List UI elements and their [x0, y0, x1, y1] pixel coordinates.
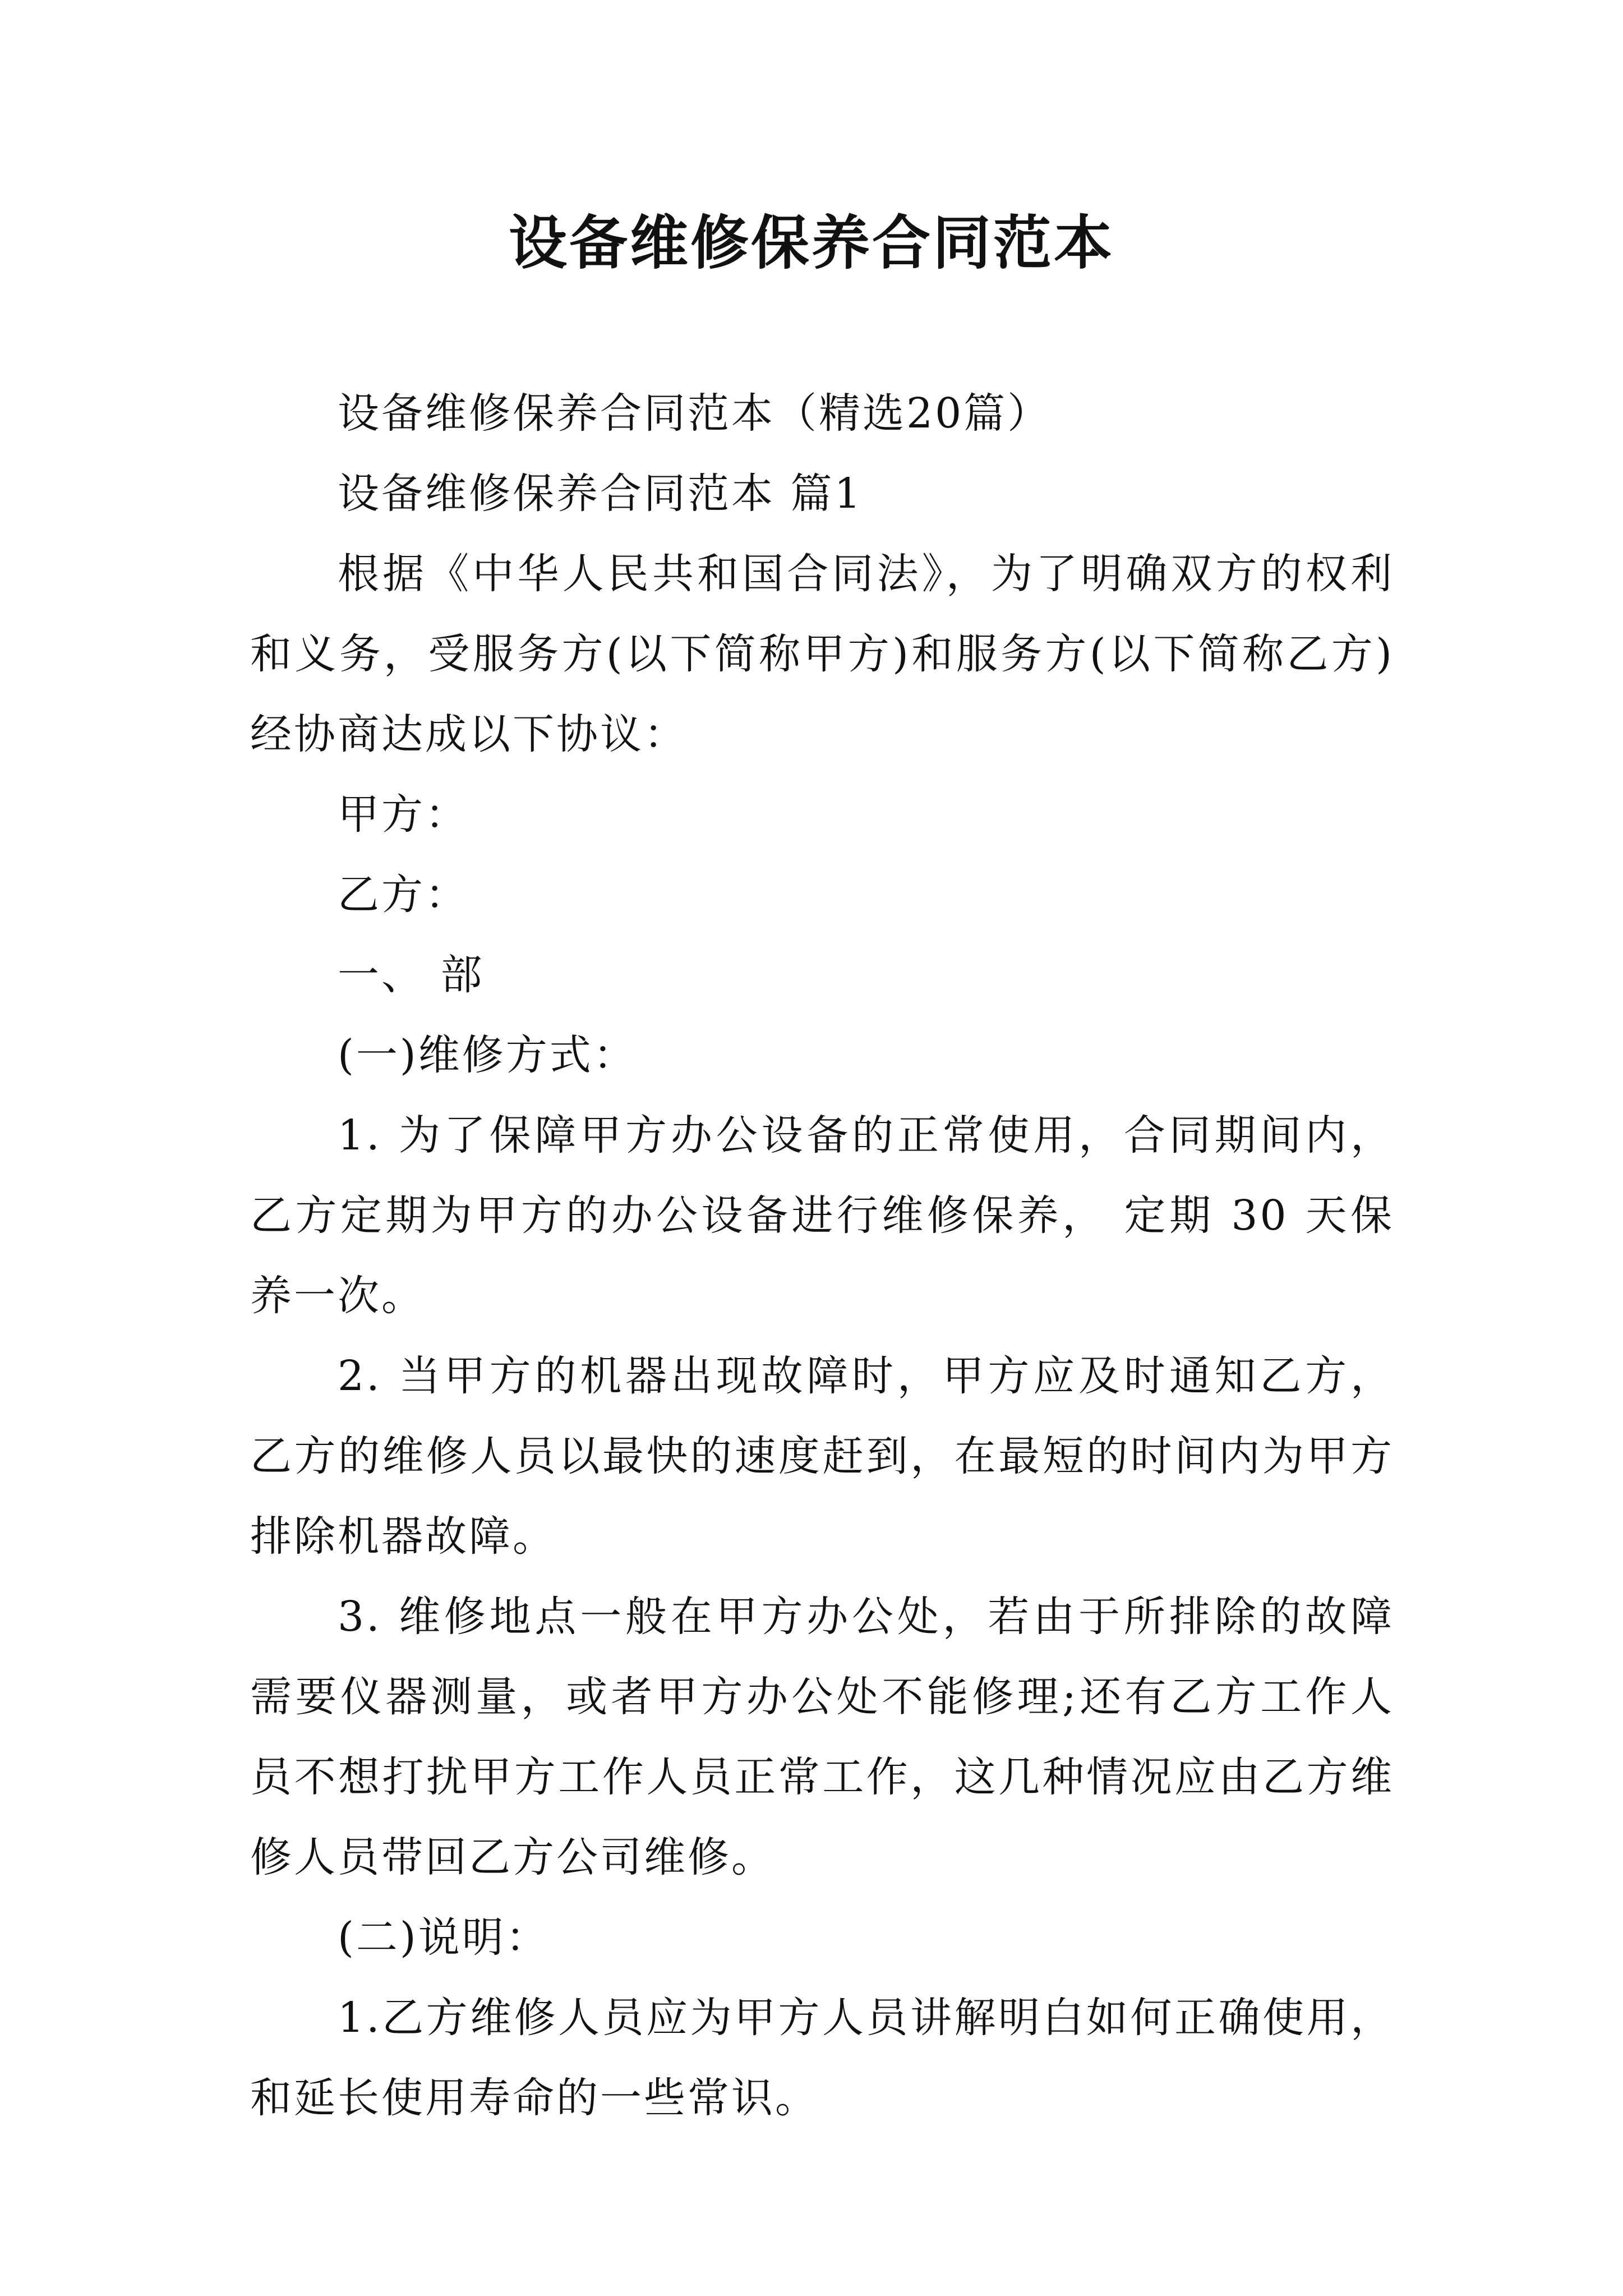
paragraph-notes-heading: (二)说明： [338, 1913, 550, 1962]
document-title: 设备维修保养合同范本 [508, 209, 1114, 277]
paragraph-party-b: 乙方： [338, 871, 469, 919]
paragraph-party-a: 甲方： [338, 790, 469, 839]
paragraph-clause-1: 1. 为了保障甲方办公设备的正常使用，合同期间内，乙方定期为甲方的办公设备进行维修保养， 定期 30 天保养一次。 [250, 1111, 1394, 1320]
paragraph-subtitle: 设备维修保养合同范本（精选20篇） [338, 389, 1052, 438]
paragraph-repair-method-heading: (一)维修方式： [338, 1031, 637, 1079]
paragraph-intro: 根据《中华人民共和国合同法》，为了明确双方的权利和义务，受服务方(以下简称甲方)和服务方(以下简称乙方)经协商达成以下协议： [250, 550, 1394, 758]
paragraph-clause-3: 3. 维修地点一般在甲方办公处，若由于所排除的故障需要仪器测量，或者甲方办公处不能修理;还有乙方工作人员不想打扰甲方工作人员正常工作，这几种情况应由乙方维修人员带回乙方公司维修。 [250, 1593, 1394, 1881]
paragraph-clause-2: 2. 当甲方的机器出现故障时，甲方应及时通知乙方，乙方的维修人员以最快的速度赶到，在最短的时间内为甲方排除机器故障。 [250, 1352, 1394, 1561]
document-body [250, 374, 1394, 2138]
paragraph-part-one: 一、 部 [338, 951, 485, 999]
paragraph-note-1: 1.乙方维修人员应为甲方人员讲解明白如何正确使用，和延长使用寿命的一些常识。 [250, 1994, 1394, 2122]
paragraph-section-heading: 设备维修保养合同范本 篇1 [338, 470, 863, 518]
